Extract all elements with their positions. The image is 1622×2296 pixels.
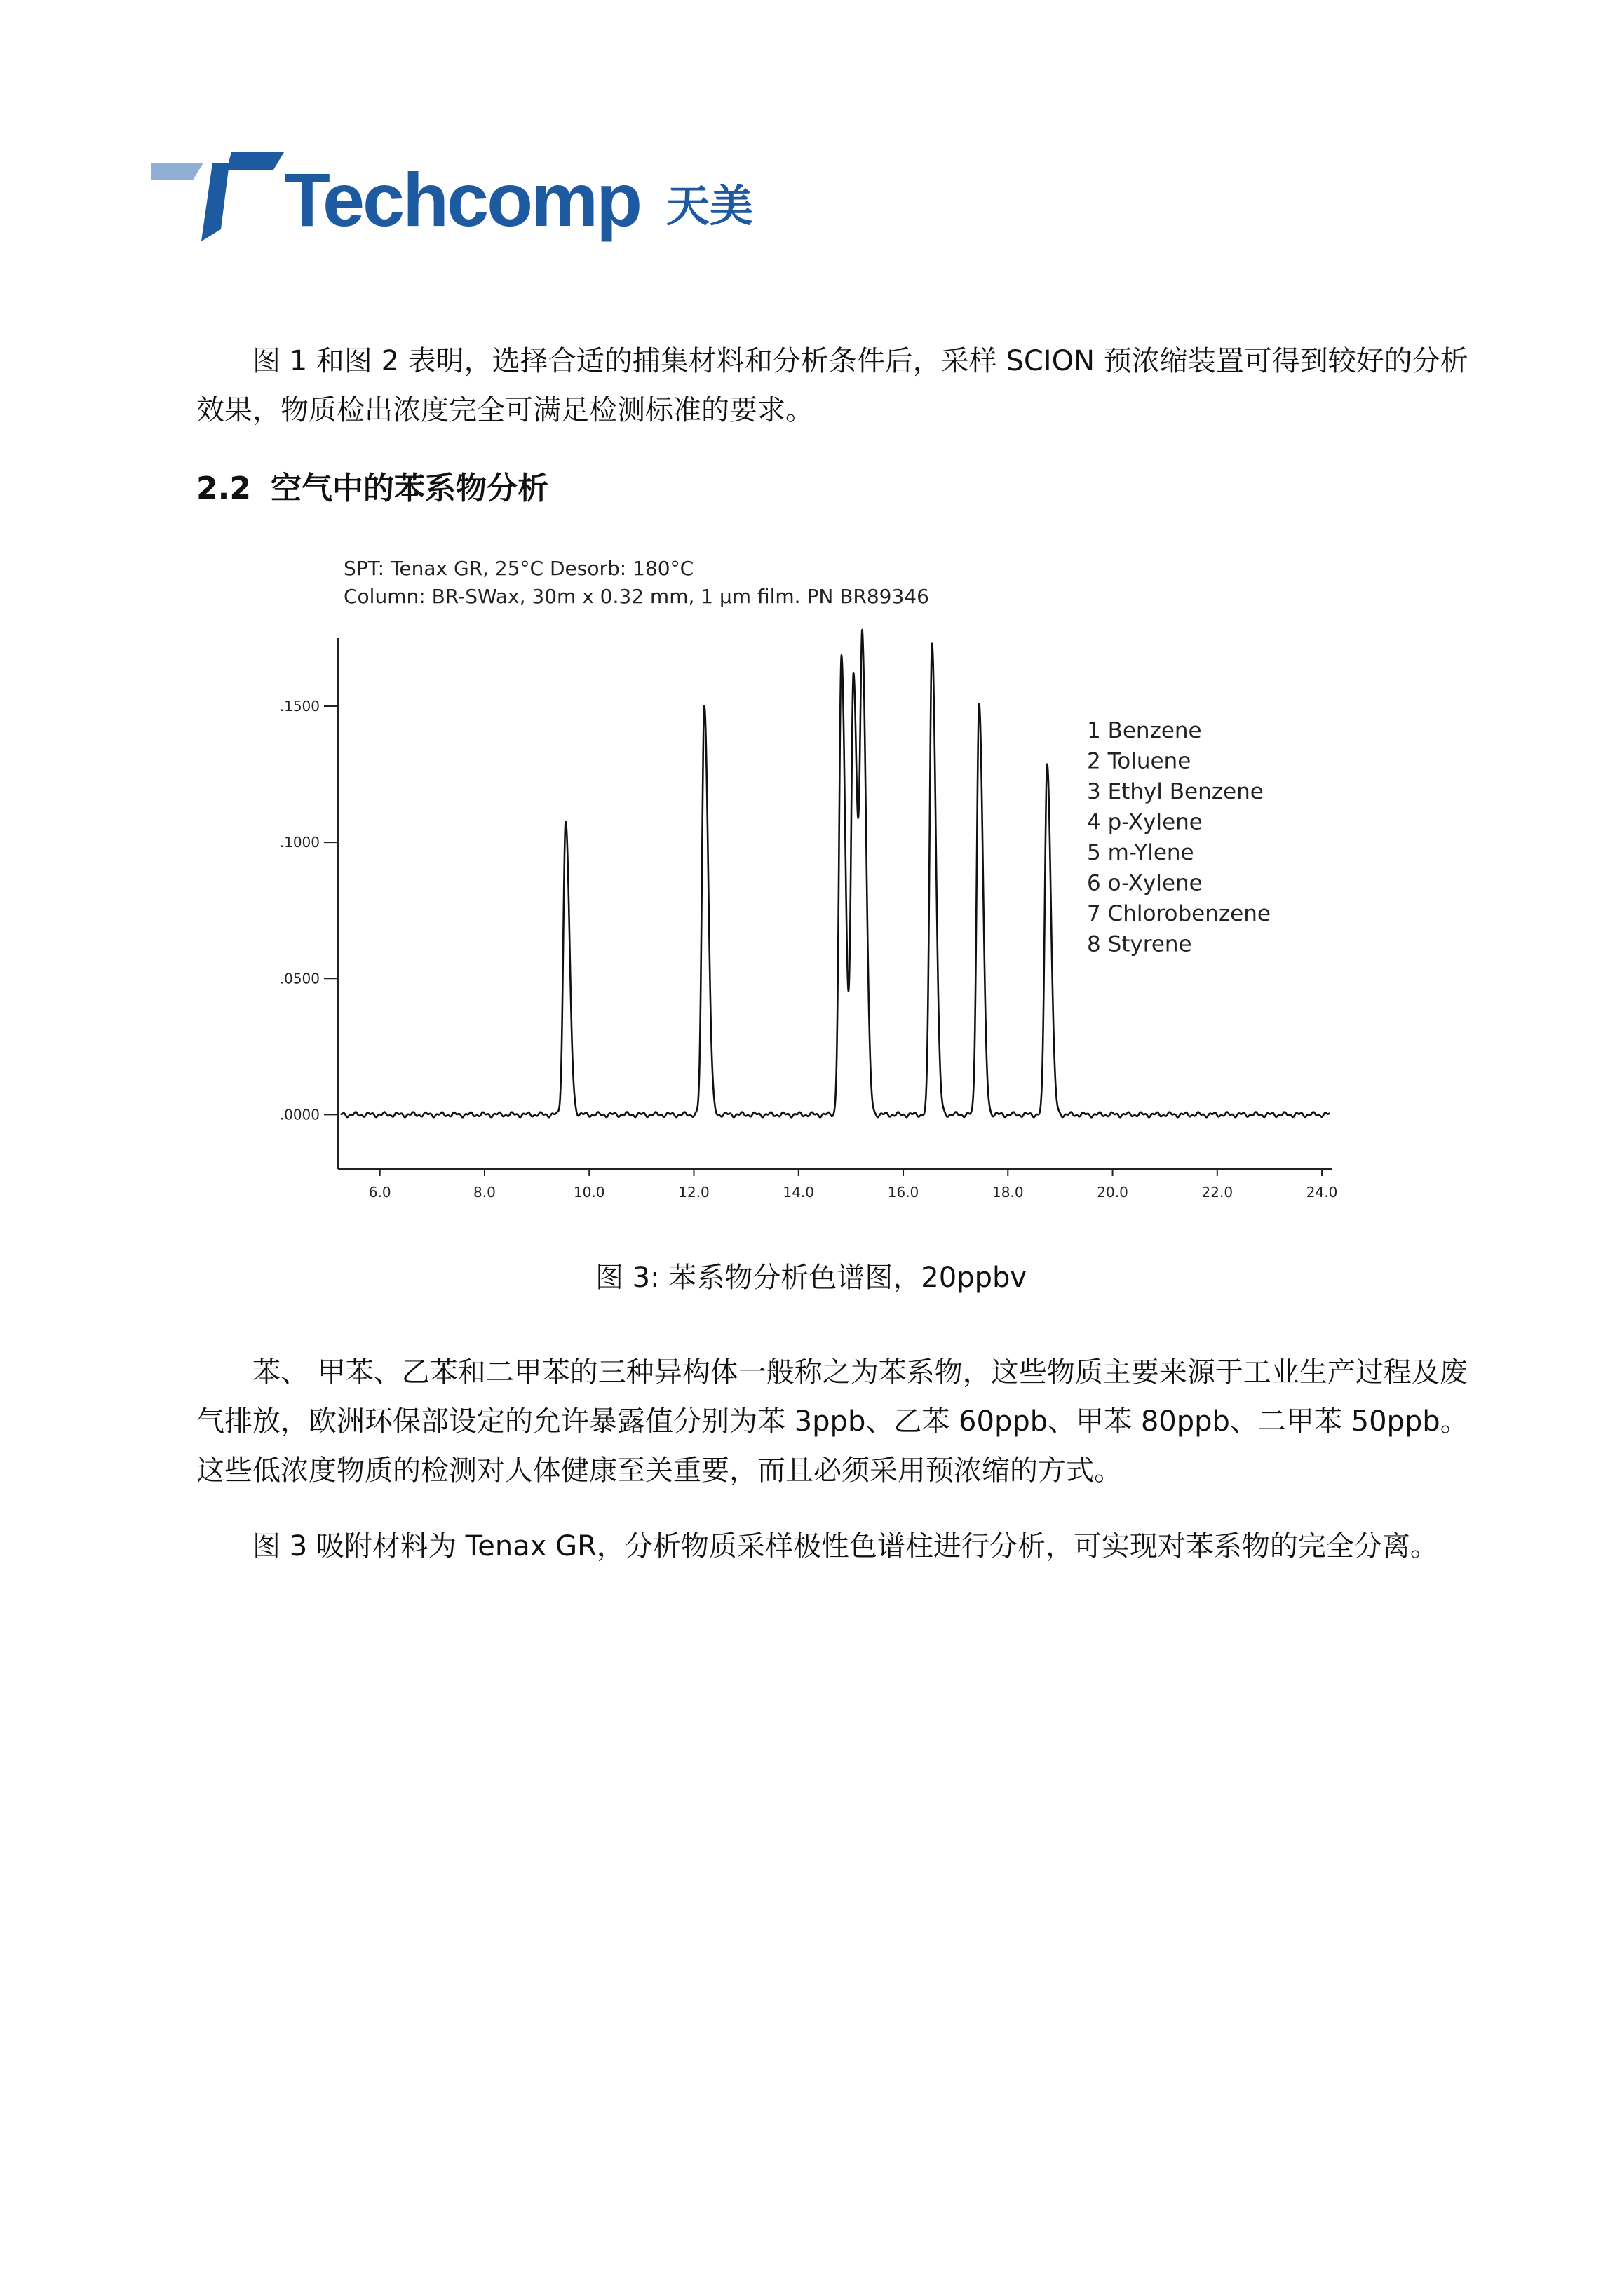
x-tick-label: 14.0: [783, 1184, 815, 1201]
intro-paragraph: 图 1 和图 2 表明，选择合适的捕集材料和分析条件后，采样 SCION 预浓缩装置可得到较好的分析效果，物质检出浓度完全可满足检测标准的要求。: [196, 345, 1468, 426]
y-tick-label: .1500: [279, 698, 320, 715]
section-heading: [196, 463, 548, 508]
x-tick-label: 12.0: [678, 1184, 710, 1201]
y-tick-label: .1000: [279, 834, 320, 851]
figure-caption: 图 3: 苯系物分析色谱图，20ppbv: [595, 1262, 1027, 1294]
brand-name: Techcomp: [284, 157, 641, 242]
annotation-line-2: Column: BR-SWax, 30m x 0.32 mm, 1 µm film. PN BR89346: [344, 585, 929, 608]
legend-entry-5: 5 m-Ylene: [1087, 840, 1194, 865]
logo-mark-stem: [201, 163, 229, 241]
y-tick-label: .0000: [279, 1106, 320, 1123]
techcomp-logo: [151, 149, 782, 247]
legend-entry-8: 8 Styrene: [1087, 931, 1192, 957]
x-tick-label: 8.0: [473, 1184, 496, 1201]
x-tick-label: 20.0: [1097, 1184, 1128, 1201]
x-tick-label: 22.0: [1201, 1184, 1234, 1201]
legend-entry-2: 2 Toluene: [1087, 748, 1191, 774]
legend-entry-3: 3 Ethyl Benzene: [1087, 779, 1264, 804]
section-number: 2.2: [196, 471, 251, 506]
legend-entry-7: 7 Chlorobenzene: [1087, 901, 1271, 926]
chart-legend: [1087, 718, 1271, 957]
x-tick-label: 16.0: [887, 1184, 919, 1201]
chart-annotation: [344, 557, 929, 608]
legend-entry-6: 6 o-Xylene: [1087, 870, 1203, 896]
logo-mark-light: [151, 163, 203, 180]
legend-entry-1: 1 Benzene: [1087, 718, 1202, 743]
x-tick-label: 18.0: [992, 1184, 1024, 1201]
y-tick-label: .0500: [279, 970, 320, 987]
chromatogram-chart: [266, 533, 1346, 1206]
logo-mark-dark: [227, 152, 284, 170]
section-title: 空气中的苯系物分析: [270, 471, 548, 506]
method-paragraph: 图 3 吸附材料为 Tenax GR，分析物质采样极性色谱柱进行分析，可实现对苯系物的完全分离。: [252, 1530, 1438, 1562]
x-tick-label: 10.0: [573, 1184, 605, 1201]
annotation-line-1: SPT: Tenax GR, 25°C Desorb: 180°C: [344, 557, 694, 580]
legend-entry-4: 4 p-Xylene: [1087, 809, 1203, 835]
brand-name-cn: 天美: [666, 180, 754, 231]
x-tick-label: 24.0: [1306, 1184, 1338, 1201]
btex-paragraph: 苯、 甲苯、乙苯和二甲苯的三种异构体一般称之为苯系物，这些物质主要来源于工业生产过程及废气排放，欧洲环保部设定的允许暴露值分别为苯 3ppb、乙苯 60ppb、甲苯 80ppb、二甲苯 50ppb。这些低浓度物质的检测对人体健康至关重要，而且必须采用预浓缩的方式。: [196, 1356, 1468, 1487]
x-tick-label: 6.0: [368, 1184, 391, 1201]
